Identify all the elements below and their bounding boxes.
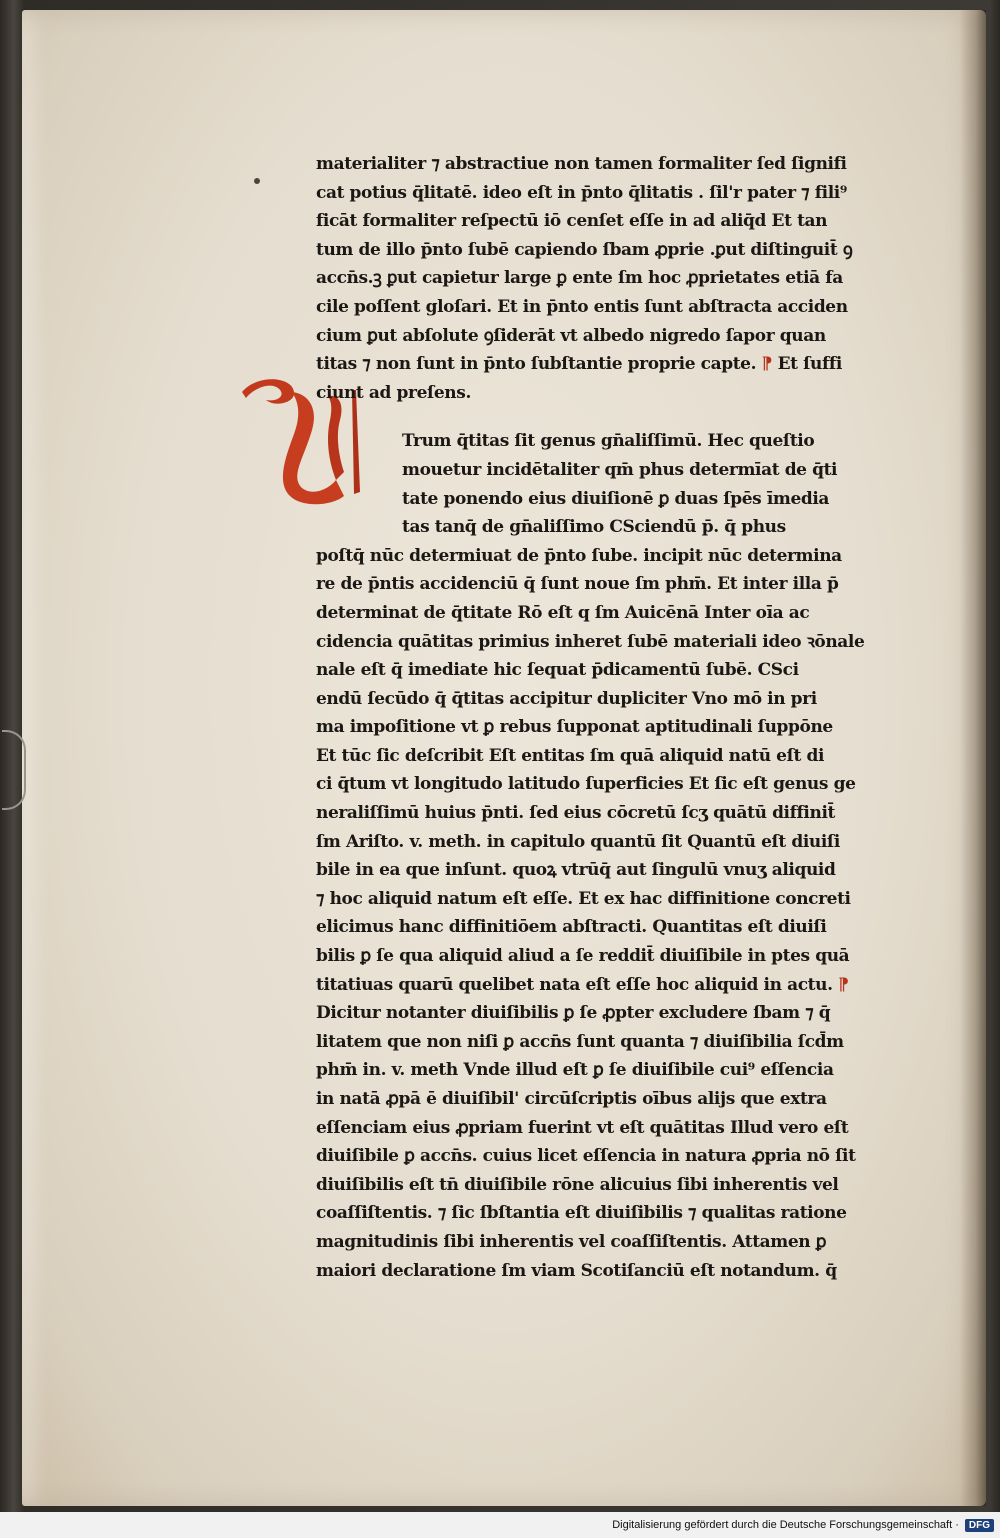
text-line: coaſſiſtentis. ⁊ ſic ſbſtantia eſt diuiſibilis ⁊ qualitas ratione	[316, 1203, 847, 1224]
text-line: materialiter ⁊ abstractiue non tamen formaliter ſed ſignifi	[316, 154, 847, 174]
text-line: eſſenciam eius ꝓpriam fuerint vt eſt quātitas Illud vero eſt	[316, 1117, 849, 1138]
text-line: cile poſſent gloſari. Et in p̄nto entis ſunt abſtracta acciden	[316, 296, 848, 317]
text-line: diuiſibile ꝑ accn̄s. cuius licet eſſencia in natura ꝓpria nō ſit	[316, 1146, 856, 1167]
text-line: cium ꝑut abſolute ꝯſiderāt vt albedo nigredo ſapor quan	[316, 325, 826, 346]
text-line: cat potius q̄litatē. ideo eſt in p̄nto q̄litatis . ſil'r pater ⁊ fili⁹	[316, 182, 847, 203]
text-segment: Sci	[770, 660, 799, 681]
text-segment: Sciendū p̄. q̄ phus	[622, 517, 786, 538]
text-line: Dicitur notanter diuiſibilis ꝑ ſe ꝓpter excludere ſbam ⁊ q̄	[316, 1003, 831, 1024]
paragraph-mark: C	[757, 660, 771, 681]
text-line-with-pilcrow	[316, 350, 928, 379]
text-line: litatem que non niſi ꝑ accn̄s ſunt quanta ⁊ diuiſibilia ſcd̄m	[316, 1031, 844, 1052]
text-line: bile in ea que inſunt. quoꝝ vtrūq̄ aut ſingulū vnuʒ aliquid	[316, 860, 836, 881]
text-line: Et tūc ſic deſcribit Eſt entitas ſm quā aliquid natū eſt di	[316, 745, 825, 766]
text-segment: tas tanq̄ de gn̄aliſſimo	[402, 517, 604, 538]
footer-credit-text: Digitalisierung gefördert durch die Deutsche Forschungsgemeinschaft ·	[612, 1519, 959, 1531]
text-line: accn̄s.ꝫ ꝑut capietur large ꝑ ente ſm hoc ꝓprietates etiā fa	[316, 268, 843, 289]
text-line: cidencia quātitas primius inheret ſubē materiali ideo ꝛōnale	[316, 631, 865, 652]
text-line: Trum q̄titas ſit genus gn̄aliſſimū. Hec queſtio	[402, 431, 815, 452]
text-line: maiori declaratione ſm viam Scotiſanciū eſt notandum. q̄	[316, 1260, 837, 1281]
text-line: endū ſecūdo q̄ q̄titas accipitur dupliciter Vno mō in pri	[316, 688, 817, 709]
text-line: bilis ꝑ ſe qua aliquid aliud a ſe reddit̄ diuiſibile in ptes quā	[316, 946, 850, 967]
text-line: phm̄ in. v. meth Vnde illud eſt ꝑ ſe diuiſibile cui⁹ eſſencia	[316, 1060, 834, 1081]
text-segment: nale eſt q̄ imediate hic ſequat p̄dicamentū ſubē.	[316, 660, 753, 681]
paragraph-mark: C	[609, 517, 623, 538]
pilcrow-mark: ⁋	[838, 974, 849, 995]
manuscript-text-block	[316, 150, 928, 1285]
text-line: tate ponendo eius diuiſionē ꝑ duas ſpēs īmedia	[402, 488, 830, 509]
page-gutter-shadow	[960, 10, 986, 1506]
text-line: ciunt ad preſens.	[316, 382, 471, 403]
text-segment: Et ſuffi	[777, 354, 842, 375]
text-line: ⁊ hoc aliquid natum eſt eſſe. Et ex hac diffinitione concreti	[316, 888, 851, 909]
margin-ink-dot	[254, 178, 260, 184]
text-line: poſtq̄ nūc determiuat de p̄nto ſube. incipit nūc determina	[316, 545, 842, 566]
pilcrow-mark: ⁋	[761, 354, 773, 375]
dfg-logo: DFG	[965, 1519, 994, 1532]
text-line: magnitudinis ſibi inherentis vel coaſſiſtentis. Attamen ꝑ	[316, 1231, 827, 1252]
paragraph-gap	[316, 407, 928, 427]
text-line: tum de illo p̄nto ſubē capiendo ſbam ꝓprie .ꝑut diſtinguit̄ ꝯ	[316, 239, 853, 260]
text-line: elicimus hanc diffinitiōem abſtracti. Quantitas eſt diuiſi	[316, 917, 827, 938]
text-line: mouetur incidētaliter qm̄ phus determīat de q̄ti	[402, 459, 838, 480]
text-line: neraliſſimū huius p̄nti. ſed eius cōcretū ſcʒ quātū diffinit̄	[316, 803, 835, 824]
text-line: ficāt formaliter reſpectū iō cenſet eſſe in ad aliq̄d Et tan	[316, 211, 828, 232]
text-line: ci q̄tum vt longitudo latitudo ſuperficies Et ſic eſt genus ge	[316, 774, 856, 795]
text-line-with-paragraph-mark	[316, 656, 928, 685]
digitization-footer	[0, 1512, 1000, 1538]
text-line: ma impoſitione vt ꝑ rebus ſupponat aptitudinali ſuppōne	[316, 717, 833, 738]
text-line: determinat de q̄titate Rō eſt q ſm Auicēnā Inter oīa ac	[316, 602, 810, 623]
text-line: ſm Ariſto. v. meth. in capitulo quantū ſit Quantū eſt diuiſi	[316, 831, 840, 852]
text-line: re de p̄ntis accidenciū q̄ ſunt noue ſm phm̄. Et inter illa p̄	[316, 574, 839, 595]
page-clip-mark	[2, 730, 26, 810]
text-line: diuiſibilis eſt tn̄ diuiſibile rōne alicuius ſibi inherentis vel	[316, 1174, 839, 1195]
text-line-with-pilcrow	[316, 971, 928, 1000]
text-segment: titatiuas quarū quelibet nata eſt eſſe hoc aliquid in actu.	[316, 974, 833, 995]
text-segment: titas ⁊ non ſunt in p̄nto ſubſtantie proprie capte.	[316, 354, 757, 375]
text-line-with-paragraph-mark	[316, 513, 928, 542]
text-line: in natā ꝓpā ē diuiſibil' circūſcriptis oībus alijs que extra	[316, 1089, 827, 1109]
